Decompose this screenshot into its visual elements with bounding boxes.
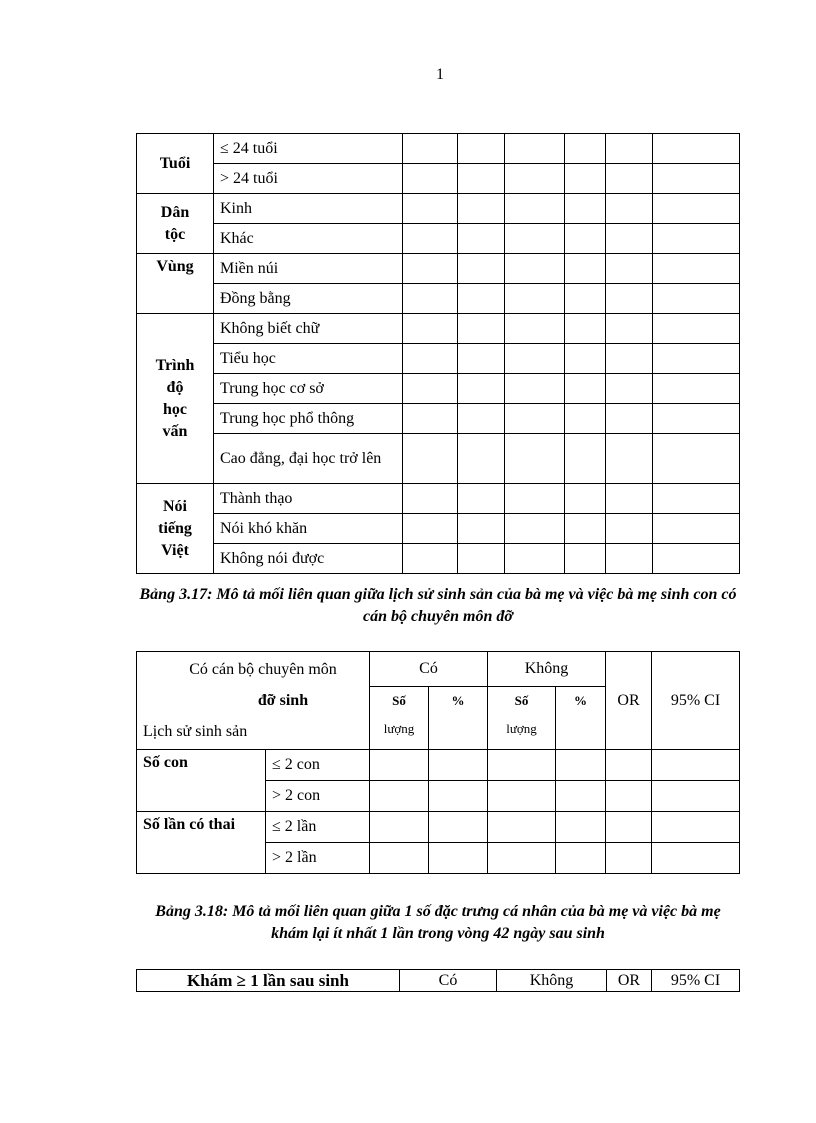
row-label: > 2 con	[266, 781, 370, 812]
empty-cell	[403, 194, 458, 224]
header-line1: Có cán bộ chuyên môn	[189, 661, 337, 678]
row-label: Không biết chữ	[214, 314, 403, 344]
empty-cell	[458, 284, 505, 314]
group-label-line: Vùng	[156, 258, 194, 275]
empty-cell	[403, 134, 458, 164]
empty-cell	[505, 344, 565, 374]
page-number: 1	[436, 66, 444, 83]
empty-cell	[606, 484, 653, 514]
empty-cell	[403, 514, 458, 544]
group-label-line: Dân	[160, 203, 190, 221]
table-row	[137, 194, 740, 224]
empty-cell	[565, 404, 606, 434]
empty-cell	[606, 514, 653, 544]
empty-cell	[653, 314, 740, 344]
empty-cell	[458, 484, 505, 514]
row-label: Cao đẳng, đại học trở lên	[214, 434, 403, 484]
row-label: Khác	[214, 224, 403, 254]
empty-cell	[653, 164, 740, 194]
row-label: ≤ 2 lần	[266, 812, 370, 843]
empty-cell	[653, 514, 740, 544]
empty-cell	[458, 374, 505, 404]
empty-cell	[565, 224, 606, 254]
table-row	[137, 514, 740, 544]
group-so-con: Số con	[137, 750, 266, 812]
table-row	[137, 434, 740, 484]
empty-cell	[606, 224, 653, 254]
empty-cell	[505, 224, 565, 254]
empty-cell	[505, 404, 565, 434]
empty-cell	[458, 224, 505, 254]
empty-cell	[606, 284, 653, 314]
empty-cell	[505, 514, 565, 544]
col-co: Có	[370, 652, 488, 687]
empty-cell	[653, 254, 740, 284]
empty-cell	[606, 254, 653, 284]
empty-cell	[565, 514, 606, 544]
empty-cell	[505, 254, 565, 284]
group-label	[137, 254, 214, 314]
empty-cell	[565, 544, 606, 574]
empty-cell	[403, 284, 458, 314]
table-row	[137, 224, 740, 254]
table-caption-3-17: Bảng 3.17: Mô tả mối liên quan giữa lịch sử sinh sản của bà mẹ và việc bà mẹ sinh con có cán bộ chuyên môn đỡ	[139, 586, 737, 625]
group-label	[137, 134, 214, 194]
empty-cell	[403, 254, 458, 284]
demographics-table	[136, 133, 740, 574]
table-row	[137, 404, 740, 434]
empty-cell	[653, 434, 740, 484]
empty-cell	[505, 194, 565, 224]
col-so-luong: Số lượng	[488, 686, 556, 749]
empty-cell	[606, 374, 653, 404]
row-label: Không nói được	[214, 544, 403, 574]
table-caption-3-18: Bảng 3.18: Mô tả mối liên quan giữa 1 số đặc trưng cá nhân của bà mẹ và việc bà mẹ khám lại ít nhất 1 lần trong vòng 42 ngày sau sinh	[155, 903, 721, 942]
empty-cell	[458, 254, 505, 284]
row-label: Miền núi	[214, 254, 403, 284]
empty-cell	[653, 134, 740, 164]
table-row	[137, 544, 740, 574]
col-so-luong: Số lượng	[370, 686, 429, 749]
empty-cell	[653, 344, 740, 374]
group-label-line: Nói	[163, 497, 187, 515]
empty-cell	[606, 404, 653, 434]
row-label: Nói khó khăn	[214, 514, 403, 544]
empty-cell	[505, 374, 565, 404]
table-row	[137, 484, 740, 514]
group-so-lan-co-thai: Số lần có thai	[137, 812, 266, 874]
empty-cell	[403, 374, 458, 404]
col-ci: 95% CI	[652, 970, 740, 992]
table-row	[137, 164, 740, 194]
col-co: Có	[400, 970, 497, 992]
table3-header: Khám ≥ 1 lần sau sinh	[137, 970, 400, 992]
empty-cell	[565, 134, 606, 164]
empty-cell	[565, 434, 606, 484]
empty-cell	[458, 164, 505, 194]
col-percent: %	[556, 686, 606, 749]
empty-cell	[458, 434, 505, 484]
empty-cell	[505, 484, 565, 514]
group-label-line: học	[163, 400, 187, 418]
empty-cell	[565, 254, 606, 284]
group-label-line: tiếng	[158, 519, 192, 537]
row-label: > 24 tuổi	[214, 164, 403, 194]
empty-cell	[565, 314, 606, 344]
row-label: Thành thạo	[214, 484, 403, 514]
row-label: > 2 lần	[266, 843, 370, 874]
empty-cell	[653, 544, 740, 574]
group-label-line: Việt	[161, 541, 189, 559]
empty-cell	[458, 404, 505, 434]
group-label-line: Tuổi	[159, 154, 191, 172]
empty-cell	[403, 344, 458, 374]
empty-cell	[653, 284, 740, 314]
group-label	[137, 484, 214, 574]
table-row	[137, 374, 740, 404]
empty-cell	[458, 514, 505, 544]
postpartum-exam-table	[136, 969, 740, 992]
row-label: Trung học cơ sở	[214, 374, 403, 404]
row-label: ≤ 24 tuổi	[214, 134, 403, 164]
group-label	[137, 194, 214, 254]
empty-cell	[403, 544, 458, 574]
empty-cell	[458, 134, 505, 164]
table-row	[137, 314, 740, 344]
table2-corner-header	[137, 652, 370, 750]
empty-cell	[606, 164, 653, 194]
group-label-line: Trình	[155, 356, 195, 374]
group-label	[137, 314, 214, 484]
row-label: Tiểu học	[214, 344, 403, 374]
header-line3: Lịch sử sinh sản	[143, 723, 248, 740]
empty-cell	[403, 314, 458, 344]
empty-cell	[505, 544, 565, 574]
empty-cell	[653, 224, 740, 254]
empty-cell	[565, 164, 606, 194]
reproductive-history-table	[136, 651, 740, 874]
table-row	[137, 134, 740, 164]
row-label: Kinh	[214, 194, 403, 224]
empty-cell	[458, 194, 505, 224]
empty-cell	[505, 284, 565, 314]
empty-cell	[458, 314, 505, 344]
col-or: OR	[606, 652, 652, 750]
empty-cell	[565, 284, 606, 314]
empty-cell	[606, 544, 653, 574]
empty-cell	[458, 544, 505, 574]
empty-cell	[505, 434, 565, 484]
row-label: Đồng bằng	[214, 284, 403, 314]
row-label: ≤ 2 con	[266, 750, 370, 781]
col-percent: %	[429, 686, 488, 749]
row-label: Trung học phổ thông	[214, 404, 403, 434]
empty-cell	[606, 434, 653, 484]
group-label-line: tộc	[164, 225, 186, 243]
empty-cell	[653, 484, 740, 514]
col-khong: Không	[497, 970, 607, 992]
table-row	[137, 344, 740, 374]
group-label-line: độ	[166, 378, 184, 396]
empty-cell	[565, 344, 606, 374]
empty-cell	[653, 194, 740, 224]
empty-cell	[565, 484, 606, 514]
empty-cell	[505, 134, 565, 164]
empty-cell	[403, 484, 458, 514]
empty-cell	[565, 374, 606, 404]
empty-cell	[606, 194, 653, 224]
empty-cell	[403, 224, 458, 254]
table-row	[137, 284, 740, 314]
col-ci: 95% CI	[652, 652, 740, 750]
empty-cell	[653, 374, 740, 404]
empty-cell	[403, 404, 458, 434]
empty-cell	[653, 404, 740, 434]
empty-cell	[505, 164, 565, 194]
header-line2: đỡ sinh	[257, 692, 309, 709]
empty-cell	[565, 194, 606, 224]
empty-cell	[505, 314, 565, 344]
empty-cell	[458, 344, 505, 374]
group-label-line: vấn	[162, 422, 188, 440]
empty-cell	[606, 314, 653, 344]
col-or: OR	[607, 970, 652, 992]
empty-cell	[403, 434, 458, 484]
table-row	[137, 254, 740, 284]
empty-cell	[606, 344, 653, 374]
col-khong: Không	[488, 652, 606, 687]
empty-cell	[403, 164, 458, 194]
empty-cell	[606, 134, 653, 164]
